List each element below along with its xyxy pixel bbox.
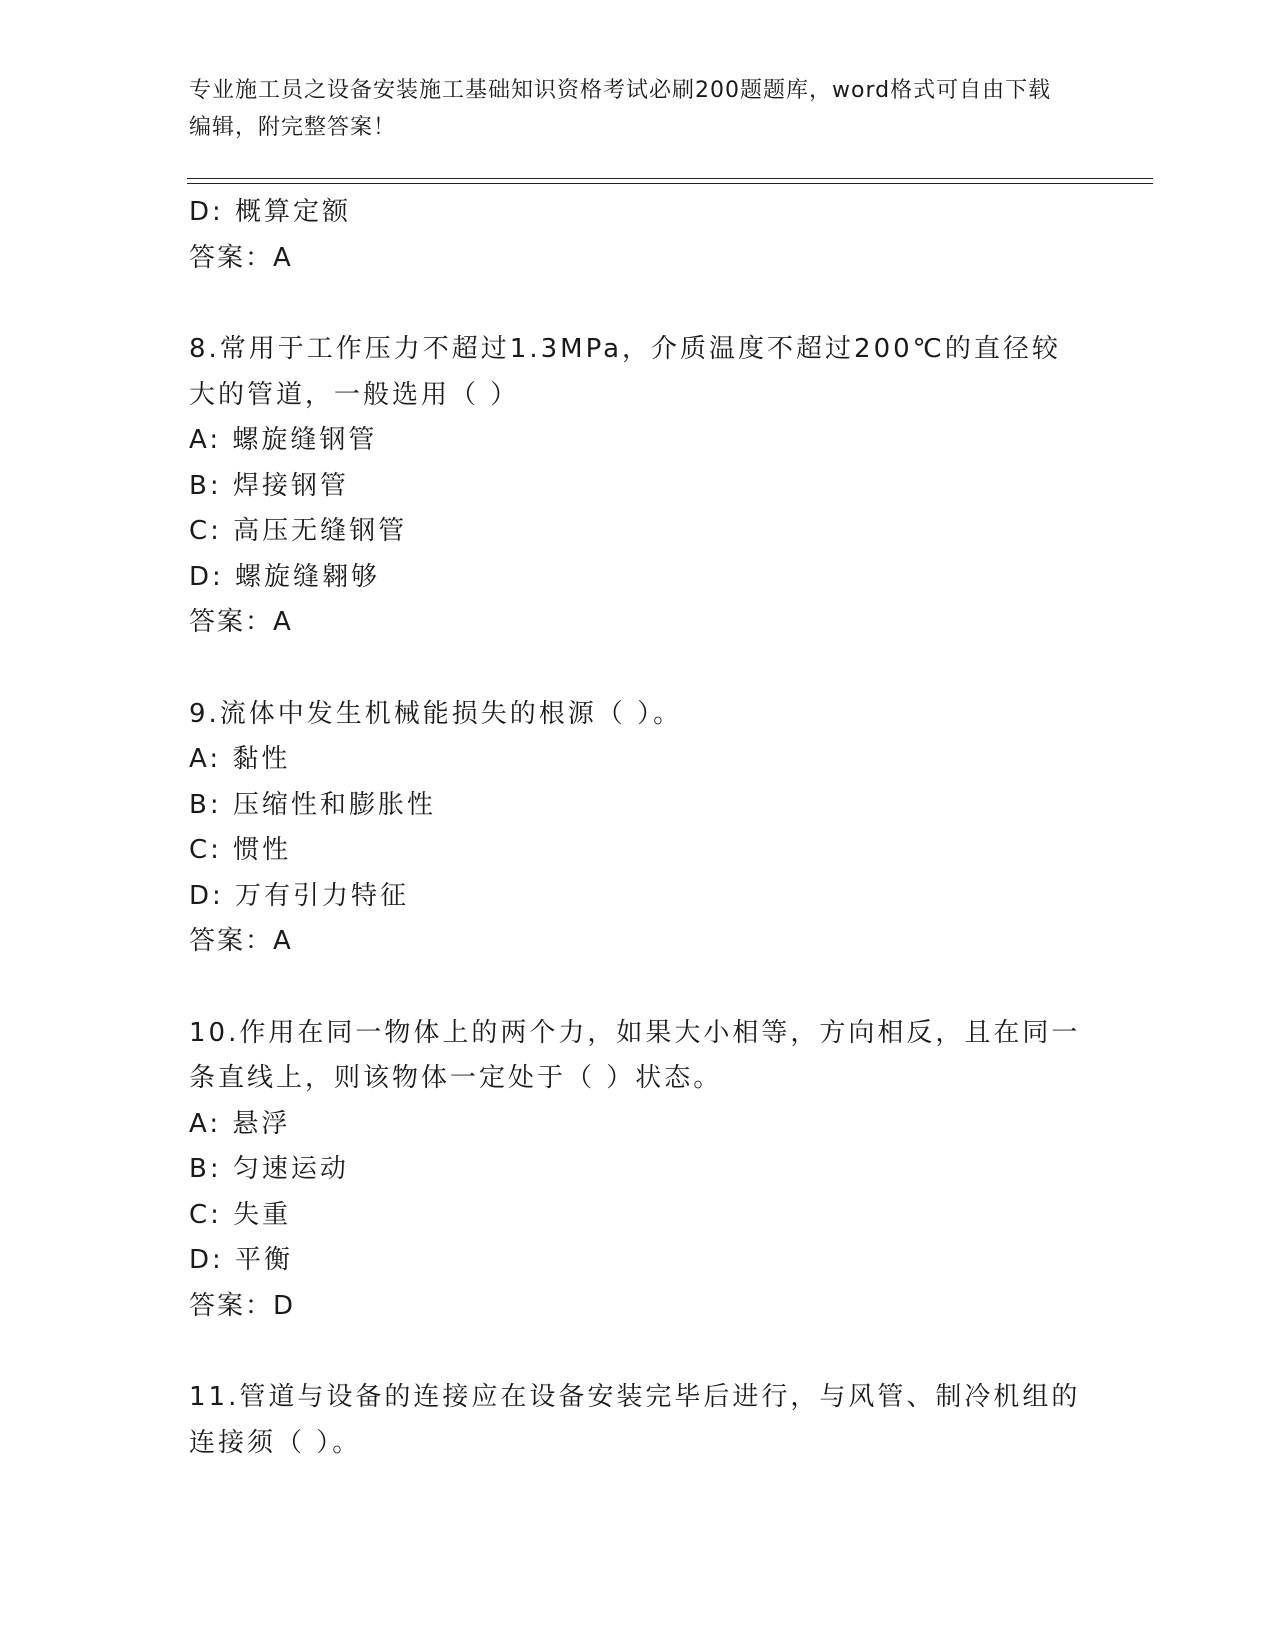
option-c: C: 高压无缝钢管 xyxy=(189,516,408,546)
question-8 xyxy=(189,327,1089,646)
question-11 xyxy=(189,1375,1089,1466)
option-d: D: 平衡 xyxy=(189,1245,294,1275)
option-c: C: 惯性 xyxy=(189,835,292,865)
question-stem: 9.流体中发生机械能损失的根源（ ）。 xyxy=(189,698,683,729)
question-stem: 10.作用在同一物体上的两个力，如果大小相等，方向相反，且在同一条直线上，则该物体一定处于（ ）状态。 xyxy=(189,1017,1081,1093)
option-a: A: 螺旋缝钢管 xyxy=(189,425,378,455)
question-10 xyxy=(189,1011,1089,1330)
question-9 xyxy=(189,692,1089,965)
option-b: B: 压缩性和膨胀性 xyxy=(189,789,436,820)
question-stem: 11.管道与设备的连接应在设备安装完毕后进行，与风管、制冷机组的连接须（ ）。 xyxy=(189,1382,1081,1458)
option-c: C: 失重 xyxy=(189,1199,292,1230)
header-rule-top xyxy=(187,178,1153,179)
previous-question-tail xyxy=(189,190,1089,281)
option-a: A: 悬浮 xyxy=(189,1108,291,1139)
question-stem: 8.常用于工作压力不超过1.3MPa，介质温度不超过200℃的直径较大的管道，一般选用（ ） xyxy=(189,334,1061,410)
answer-line: 答案：A xyxy=(189,242,293,273)
option-a: A: 黏性 xyxy=(189,744,291,774)
option-d: D: 概算定额 xyxy=(189,197,352,227)
document-header: 专业施工员之设备安装施工基础知识资格考试必刷200题题库，word格式可自由下载编辑，附完整答案！ xyxy=(189,78,1052,140)
question-list xyxy=(189,190,1089,1466)
answer-line: 答案：A xyxy=(189,607,293,637)
option-b: B: 焊接钢管 xyxy=(189,470,349,501)
option-d: D: 螺旋缝翱够 xyxy=(189,561,381,592)
option-d: D: 万有引力特征 xyxy=(189,880,410,911)
header-rule-bottom xyxy=(187,183,1153,184)
answer-line: 答案：A xyxy=(189,926,293,956)
option-b: B: 匀速运动 xyxy=(189,1154,349,1184)
answer-line: 答案：D xyxy=(189,1290,296,1321)
